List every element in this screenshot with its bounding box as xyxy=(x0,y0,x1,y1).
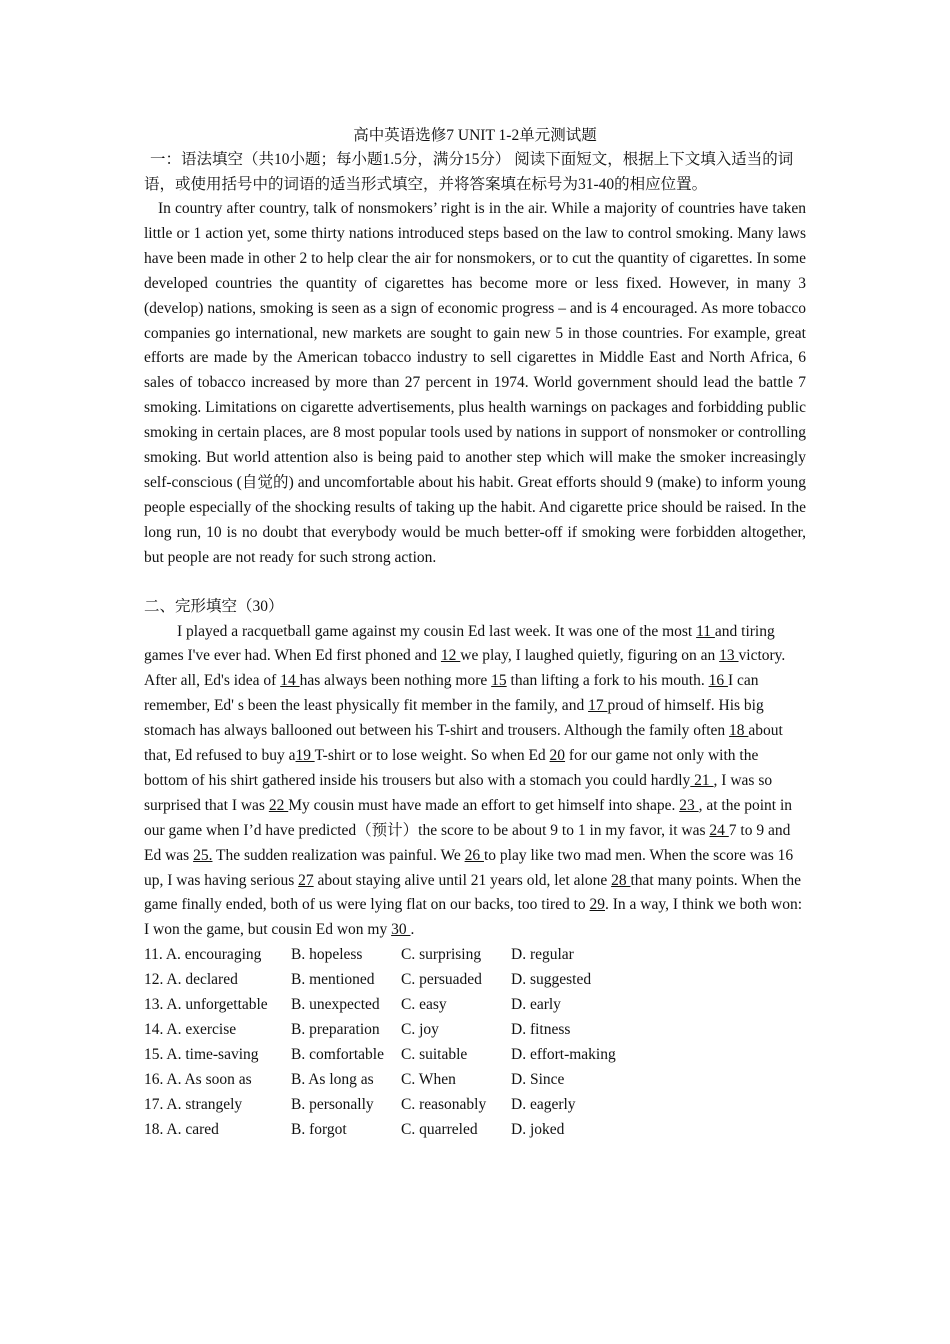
option-choice: D. eagerly xyxy=(511,1095,576,1113)
blank: 13 xyxy=(719,647,739,665)
blank: 25. xyxy=(193,846,213,864)
passage-text: I can remember, Ed' s been the least physically fit member in the family, and xyxy=(144,672,759,715)
option-row xyxy=(144,1093,806,1118)
blank: 17 xyxy=(588,697,608,715)
option-choice: C. joy xyxy=(401,1021,439,1038)
passage-text: I played a racquetball game against my cousin Ed last week. It was one of the most xyxy=(177,622,697,640)
passage-text: . xyxy=(410,921,415,939)
passage-text: 7 to 9 and Ed was xyxy=(144,821,791,864)
option-choice: B. comfortable xyxy=(291,1045,384,1063)
option-choice: C. persuaded xyxy=(401,971,482,989)
option-row xyxy=(144,1043,806,1068)
option-choice: 11. A. encouraging xyxy=(144,946,262,964)
passage-text: and tiring games I've ever had. When Ed first phoned and xyxy=(144,622,775,665)
option-row xyxy=(144,943,806,968)
passage-text: has always been nothing more xyxy=(299,672,492,690)
passage-text: to play like two mad men. When the score was 16 up, I was having serious xyxy=(144,846,794,889)
blank: 27 xyxy=(298,871,314,889)
option-choice: D. early xyxy=(511,996,561,1014)
option-choice: 15. A. time-saving xyxy=(144,1045,259,1063)
option-row xyxy=(144,968,806,993)
option-choice: B. unexpected xyxy=(291,996,380,1014)
option-choice: C. suitable xyxy=(401,1045,468,1063)
passage-text: we play, I laughed quietly, figuring on an xyxy=(460,647,720,665)
blank: 19 xyxy=(295,747,315,765)
blank: 26 xyxy=(464,846,484,864)
option-choice: C. surprising xyxy=(401,946,482,964)
section2-passage xyxy=(144,620,806,944)
option-choice: B. preparation xyxy=(291,1021,380,1038)
option-choice: 16. A. As soon as xyxy=(144,1070,252,1088)
blank: 29 xyxy=(589,896,606,914)
options-list xyxy=(144,943,806,1142)
option-choice: 18. A. cared xyxy=(144,1120,219,1138)
blank: 21 xyxy=(690,771,714,789)
passage-text: victory. After all, Ed's idea of xyxy=(144,647,786,690)
blank: 11 xyxy=(696,622,715,640)
option-choice: D. fitness xyxy=(511,1021,571,1038)
option-choice: D. suggested xyxy=(511,971,592,989)
passage-text: The sudden realization was painful. We xyxy=(212,846,465,864)
option-choice: B. As long as xyxy=(291,1070,374,1088)
option-row xyxy=(144,1018,806,1043)
passage-text: proud of himself. His big stomach has always ballooned out between his T-shirt and trousers. Although the family often xyxy=(144,697,764,740)
option-choice: D. joked xyxy=(511,1120,565,1138)
blank: 15 xyxy=(491,672,507,690)
option-choice: D. regular xyxy=(511,946,574,964)
blank: 28 xyxy=(611,871,631,889)
section1-instruction: 一：语法填空（共10小题；每小题1.5分，满分15分） 阅读下面短文，根据上下文填入适当的词语，或使用括号中的词语的适当形式填空，并将答案填在标号为31-40的相应位置。 xyxy=(144,151,794,193)
option-choice: C. easy xyxy=(401,996,447,1014)
blank: 23 xyxy=(679,796,699,814)
passage-text: My cousin must have made an effort to get himself into shape. xyxy=(288,796,680,814)
passage-text: that many points. When the game finally ended, both of us were lying flat on our backs, too tired to xyxy=(144,871,802,914)
option-choice: D. effort-making xyxy=(511,1045,616,1063)
passage-text: about that, Ed refused to buy a xyxy=(144,722,783,765)
option-row xyxy=(144,1068,806,1093)
spacer xyxy=(144,571,806,595)
passage-text: T-shirt or to lose weight. So when Ed xyxy=(314,747,550,765)
passage-text: . In a way, I think we both won: I won the game, but cousin Ed won my xyxy=(144,896,803,939)
option-row xyxy=(144,1118,806,1143)
option-choice: B. personally xyxy=(291,1095,374,1113)
blank: 12 xyxy=(440,647,461,665)
option-choice: 17. A. strangely xyxy=(144,1095,243,1113)
option-choice: 14. A. exercise xyxy=(144,1021,237,1038)
option-choice: C. quarreled xyxy=(401,1120,478,1138)
option-row xyxy=(144,993,806,1018)
section2-heading: 二、完形填空（30） xyxy=(144,597,284,615)
passage-text: , I was so surprised that I was xyxy=(144,771,773,814)
blank: 18 xyxy=(729,722,749,740)
option-choice: B. forgot xyxy=(291,1120,347,1138)
option-choice: 12. A. declared xyxy=(144,971,238,989)
section1-passage: In country after country, talk of nonsmokers’ right is in the air. While a majority of countries have taken little or 1 action yet, some thirty nations introduced steps based on the law to control smoking. Many laws have been made in other 2 to help clear the air for nonsmokers, or to cut the quantity of cigarettes. In some developed countries the quantity of cigarettes has become more or less fixed. However, in many 3 (develop) nations, smoking is seen as a sign of economic progress – and is 4 encouraged. As more tobacco companies go international, new markets are sought to gain new 5 in those countries. For example, great efforts are made by the American tobacco industry to sell cigarettes in Middle East and North Africa, 6 sales of tobacco increased by more than 27 percent in 1974. World government should lead the battle 7 smoking. Limitations on cigarette advertisements, plus health warnings on packages and forbidding public smoking in certain places, are 8 most popular tools used by nations in support of nonsmoker or controlling smoking. But world attention also is being paid to another step which will make the smoker increasingly self-conscious (自觉的) and uncomfortable about his habit. Great efforts should 9 (make) to inform young people especially of the shocking results of taking up the habit. And cigarette price should be raised. In the long run, 10 is no doubt that everybody would be much better-off if smoking were forbidden altogether, but people are not ready for such strong action. xyxy=(144,200,806,566)
blank: 16 xyxy=(708,672,728,690)
option-choice: B. hopeless xyxy=(291,946,363,964)
passage-text: about staying alive until 21 years old, let alone xyxy=(313,871,612,889)
option-choice: 13. A. unforgettable xyxy=(144,996,268,1014)
blank: 20 xyxy=(549,747,566,765)
option-choice: C. reasonably xyxy=(401,1095,487,1113)
passage-text: for our game not only with the bottom of his shirt gathered inside his trousers but also with a stomach you could hardly xyxy=(144,747,759,789)
option-choice: D. Since xyxy=(511,1070,565,1088)
option-choice: B. mentioned xyxy=(291,971,375,989)
blank: 22 xyxy=(268,796,289,814)
document-page xyxy=(144,124,806,1143)
passage-text: , at the point in our game when I’d have predicted（预计）the score to be about 9 to 1 in my favor, it was xyxy=(144,796,793,839)
page-title: 高中英语选修7 UNIT 1-2单元测试题 xyxy=(353,127,597,144)
option-choice: C. When xyxy=(401,1070,456,1088)
blank: 30 xyxy=(391,921,411,939)
passage-text: than lifting a fork to his mouth. xyxy=(506,672,709,690)
blank: 24 xyxy=(709,821,729,839)
blank: 14 xyxy=(280,672,300,690)
